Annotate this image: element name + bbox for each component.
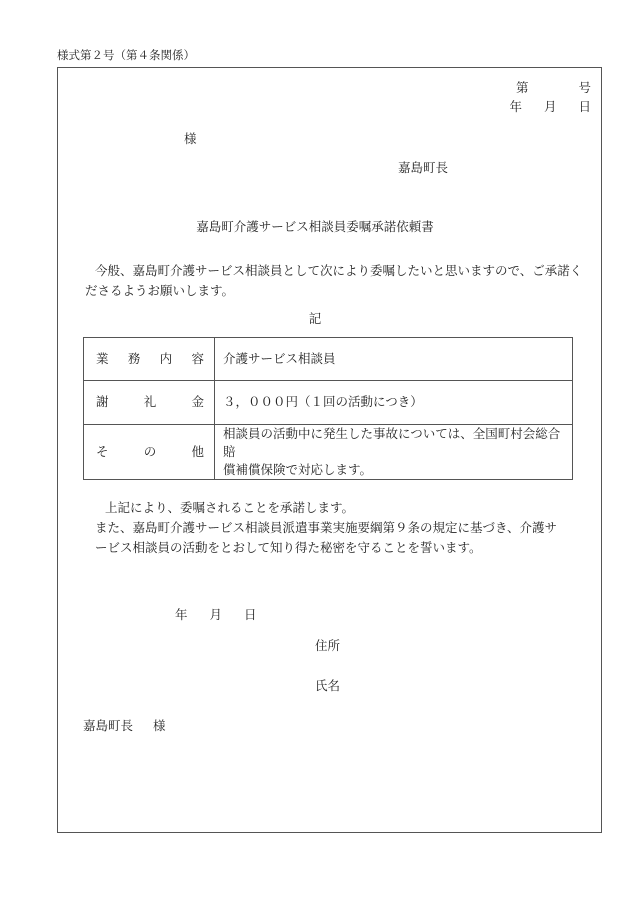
row-value: ３，０００円（１回の活動につき） <box>215 381 573 425</box>
consent-line-2: また、嘉島町介護サービス相談員派遣事業実施要綱第９条の規定に基づき、介護サ <box>95 520 558 535</box>
recipient: 嘉島町長 <box>83 718 134 733</box>
request-line-1: 今般、嘉島町介護サービス相談員として次により委嘱したいと思いますので、ご承諾く <box>95 263 583 278</box>
issuer: 嘉島町長 <box>398 160 449 175</box>
date-month: 月 <box>543 99 557 114</box>
ki-heading: 記 <box>308 311 322 326</box>
row-value-line-2: 償補償保険で対応します。 <box>223 462 373 477</box>
consent-line-1: 上記により、委嘱されることを承諾します。 <box>105 500 355 515</box>
row-label: その他 <box>84 425 215 480</box>
issue-date-line <box>509 101 591 114</box>
date-day: 日 <box>578 99 591 114</box>
sign-date-day: 日 <box>244 607 257 622</box>
sign-date-line <box>175 609 257 622</box>
date-year: 年 <box>509 99 522 114</box>
row-value <box>215 425 573 480</box>
doc-no-prefix: 第 <box>515 80 529 95</box>
request-line-2: ださるようお願いします。 <box>85 283 235 298</box>
sign-date-month: 月 <box>209 607 223 622</box>
document-number-line <box>516 82 591 95</box>
consent-line-3: ービス相談員の活動をとおして知り得た秘密を守ることを誓います。 <box>95 540 482 555</box>
recipient-suffix: 様 <box>153 718 166 733</box>
row-label: 業務内容 <box>84 338 215 381</box>
consent-paragraph <box>95 498 605 558</box>
sign-date-year: 年 <box>175 607 188 622</box>
doc-no-suffix: 号 <box>578 80 591 95</box>
recipient-line <box>83 720 166 733</box>
row-value-line-1: 相談員の活動中に発生した事故については、全国町村会総合賠 <box>223 426 561 459</box>
request-paragraph <box>85 261 585 301</box>
name-label: 氏名 <box>315 678 341 693</box>
table-row <box>84 381 573 425</box>
table-row <box>84 338 573 381</box>
row-value: 介護サービス相談員 <box>215 338 573 381</box>
address-label: 住所 <box>315 638 341 653</box>
form-number: 様式第２号（第４条関係） <box>57 48 195 62</box>
details-table <box>83 337 573 480</box>
addressee-suffix: 様 <box>184 131 197 146</box>
document-title: 嘉島町介護サービス相談員委嘱承諾依頼書 <box>196 219 434 234</box>
row-label: 謝礼金 <box>84 381 215 425</box>
table-row <box>84 425 573 480</box>
